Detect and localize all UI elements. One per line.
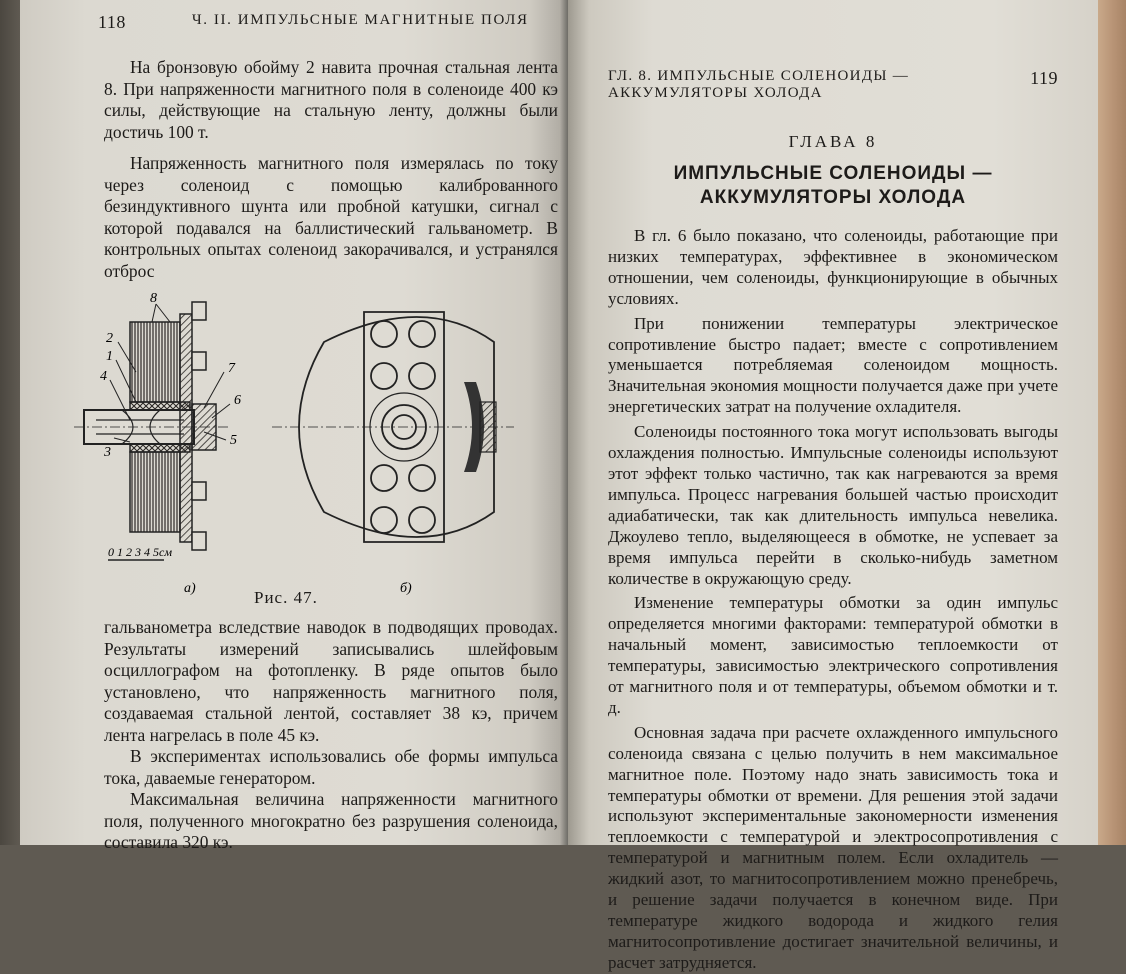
label-5: 5	[230, 433, 237, 448]
left-running-head	[98, 12, 558, 33]
right-running-title: ГЛ. 8. ИМПУЛЬСНЫЕ СОЛЕНОИДЫ — АККУМУЛЯТОРЫ ХОЛОДА	[608, 68, 910, 101]
subfigure-b-label: б)	[400, 581, 412, 596]
right-paragraph: Изменение температуры обмотки за один импульс определяется многими факторами: температурой обмотки в начальный момент, зависимостью теплоемкости от температуры, зависимостью электрического сопротивления от магнитного поля и от температуры, объемом обмотки и т. д.	[608, 593, 1058, 717]
scale-label: 0 1 2 3 4 5см	[108, 545, 172, 559]
book-cover-edge	[1098, 0, 1126, 845]
label-6: 6	[234, 393, 241, 408]
chapter-label: ГЛАВА 8	[788, 132, 878, 151]
right-page-number: 119	[1030, 68, 1058, 88]
left-page-number: 118	[98, 12, 126, 32]
left-paragraph: Максимальная величина напряженности магнитного поля, полученного многократно без разрушения соленоида, составила 320 кэ.	[104, 789, 558, 852]
right-paragraph: В гл. 6 было показано, что соленоиды, работающие при низких температурах, эффективнее в экономическом отношении, чем соленоиды, функционирующие в обычных условиях.	[608, 226, 1058, 308]
drawing-a	[74, 291, 241, 596]
label-4: 4	[100, 369, 107, 384]
figure-47	[100, 291, 558, 617]
left-paragraph: На бронзовую обойму 2 навита прочная стальная лента 8. При напряженности магнитного поля в соленоиде 400 кэ силы, действующие на стальную ленту, должны были достичь 100 т.	[104, 57, 558, 142]
label-1: 1	[106, 349, 113, 364]
label-3: 3	[104, 445, 111, 460]
left-page	[20, 0, 568, 852]
label-7: 7	[228, 361, 235, 376]
chapter-title: ИМПУЛЬСНЫЕ СОЛЕНОИДЫ — АККУМУЛЯТОРЫ ХОЛОДА	[673, 163, 993, 208]
right-page	[568, 0, 1098, 972]
left-paragraph: В экспериментах использовались обе формы импульса тока, даваемые генератором.	[104, 746, 558, 788]
right-running-head	[608, 68, 1058, 102]
subfigure-a-label: а)	[184, 581, 196, 596]
label-2: 2	[106, 331, 113, 346]
figure-caption: Рис. 47.	[254, 588, 318, 607]
drawing-b	[272, 312, 514, 596]
right-paragraph: Основная задача при расчете охлажденного импульсного соленоида связана с целью получить в нем максимальное магнитное поле. Поэтому надо знать зависимость тока и температуры обмотки от времени. Для решения этой задачи используют экспериментальные закономерности изменения теплоемкости с температурой и электросопротивления с температурой и магнитным полем. Если охладитель — жидкий азот, то магнитосопротивлением можно пренебречь, и решение задачи получается в конечном виде. При температуре жидкого водорода и жидкого гелия магнитосопротивление достигает значительной величины, и расчет затрудняется.	[608, 722, 1058, 972]
left-paragraph: Напряженность магнитного поля измерялась по току через соленоид с помощью калиброванного безиндуктивного шунта или пробной катушки, сигнал с которой подавался на баллистический гальванометр. В контрольных опытах соленоид закорачивался, и устранялся отброс	[104, 153, 558, 281]
label-8: 8	[150, 291, 157, 306]
right-paragraph: Соленоиды постоянного тока могут использовать выгоды охлаждения полностью. Импульсные соленоиды используют этот эффект только частично, так как нагреваются за время импульса. Процесс нагревания большей частью происходит адиабатически, так как длительность импульса невелика. Джоулево тепло, выделяющееся в обмотке, не успевает за время импульса перейти в сколько-нибудь заметном количестве в окружающую среду.	[608, 422, 1058, 588]
left-paragraph: гальванометра вследствие наводок в подводящих проводах. Результаты измерений записывались шлейфовым осциллографом на фотопленку. В ряде опытов было установлено, что напряженность магнитного поля, создаваемая стальной лентой, составляет 38 кэ, причем лента нагрелась в поле 45 кэ.	[104, 617, 558, 745]
left-running-title: Ч. II. ИМПУЛЬСНЫЕ МАГНИТНЫЕ ПОЛЯ	[191, 12, 529, 28]
right-paragraph: При понижении температуры электрическое сопротивление быстро падает; вместе с сопротивлением уменьшается потребляемая соленоидом мощность. Значительная экономия мощности получается даже при учете энергетических затрат на получение охладителя.	[608, 313, 1058, 417]
solenoid-drawing	[44, 292, 524, 612]
